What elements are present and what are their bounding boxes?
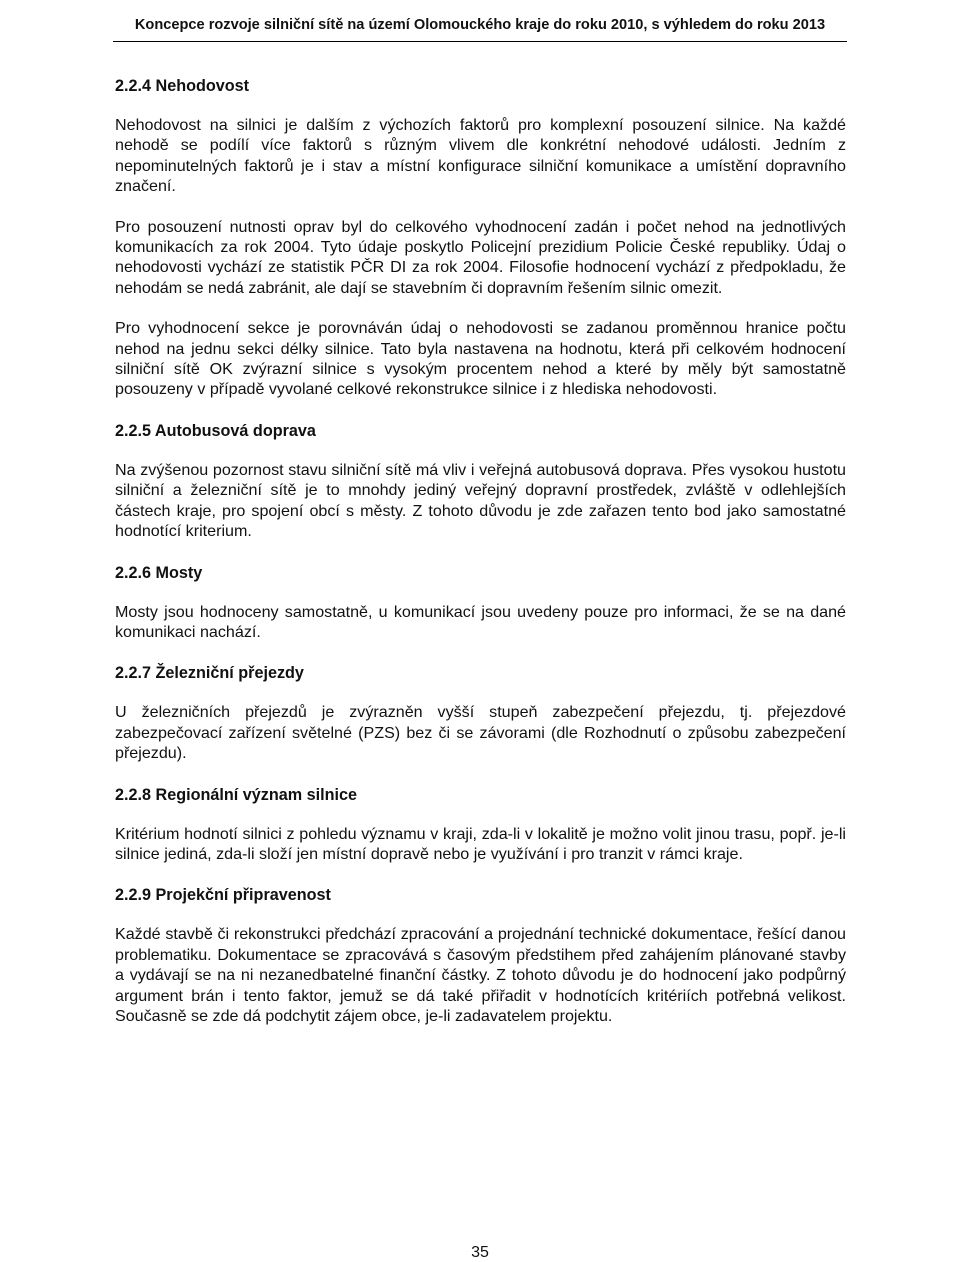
section-heading: 2.2.6 Mosty (115, 563, 203, 582)
page-number: 35 (471, 1244, 489, 1261)
section-heading: 2.2.9 Projekční připravenost (115, 886, 331, 905)
page-body (115, 75, 846, 1026)
header-divider (113, 41, 847, 42)
paragraph: Nehodovost na silnici je dalším z výchozích faktorů pro komplexní posouzení silnice. Na každé nehodě se podílí více faktorů s různým vlivem dle konkrétní nehodové události. Jedním z nepominutelných faktorů je i stav a místní konfigurace silniční komunikace a umístění dopravního značení. (115, 116, 846, 196)
section-heading: 2.2.5 Autobusová doprava (115, 421, 316, 440)
paragraph: U železničních přejezdů je zvýrazněn vyšší stupeň zabezpečení přejezdu, tj. přejezdové zabezpečovací zařízení světelné (PZS) bez či se závorami (dle Rozhodnutí o způsobu zabezpečení přejezdu). (115, 703, 846, 763)
section-heading: 2.2.8 Regionální význam silnice (115, 785, 358, 804)
section-heading: 2.2.4 Nehodovost (115, 77, 250, 95)
paragraph: Na zvýšenou pozornost stavu silniční sítě má vliv i veřejná autobusová doprava. Přes vysokou hustotu silniční a železniční sítě je to mnohdy jediný veřejný dopravní prostředek, zvláště v odlehlejších částech kraje, pro spojení obcí s městy. Z tohoto důvodu je zde zařazen tento bod jako samostatné hodnotící kriterium. (115, 460, 846, 541)
paragraph: Pro posouzení nutnosti oprav byl do celkového vyhodnocení zadán i počet nehod na jednotlivých komunikacích za rok 2004. Tyto údaje poskytlo Policejní prezidium Policie České republiky. Údaj o nehodovosti vychází ze statistik PČR DI za rok 2004. Filosofie hodnocení vychází z předpokladu, že nehodám se nedá zabránit, ale dají se stavebním či dopravním řešením silnic omezit. (115, 217, 846, 297)
section-heading: 2.2.7 Železniční přejezdy (115, 664, 304, 683)
running-header: Koncepce rozvoje silniční sítě na území Olomouckého kraje do roku 2010, s výhledem do roku 2013 (134, 17, 826, 33)
paragraph: Mosty jsou hodnoceny samostatně, u komunikací jsou uvedeny pouze pro informaci, že se na dané komunikaci nachází. (115, 602, 846, 641)
paragraph: Kritérium hodnotí silnici z pohledu významu v kraji, zda-li v lokalitě je možno volit jinou trasu, popř. je-li silnice jediná, zda-li složí jen místní dopravě nebo je využívání i pro tranzit v rámci kraje. (115, 824, 846, 863)
paragraph: Každé stavbě či rekonstrukci předchází zpracování a projednání technické dokumentace, řešící danou problematiku. Dokumentace se zpracovává s časovým předstihem před zahájením plánované stavby a vydávají se na ni nezanedbatelné finanční částky. Z tohoto důvodu je do hodnocení jako podpůrný argument brán i tento faktor, jemuž se dá také přiřadit v hodnotících kritériích potřebná velikost. Současně se zde dá podchytit zájem obce, je-li zadavatelem projektu. (115, 925, 846, 1025)
paragraph: Pro vyhodnocení sekce je porovnáván údaj o nehodovosti se zadanou proměnnou hranice počtu nehod na jednu sekci délky silnice. Tato byla nastavena na hodnotu, která při celkovém hodnocení silniční sítě OK zvýrazní silnice s vysokým procentem nehod a které by měly být samostatně posouzeny v případě vyvolané celkové rekonstrukce silnice i z hlediska nehodovosti. (115, 319, 846, 399)
